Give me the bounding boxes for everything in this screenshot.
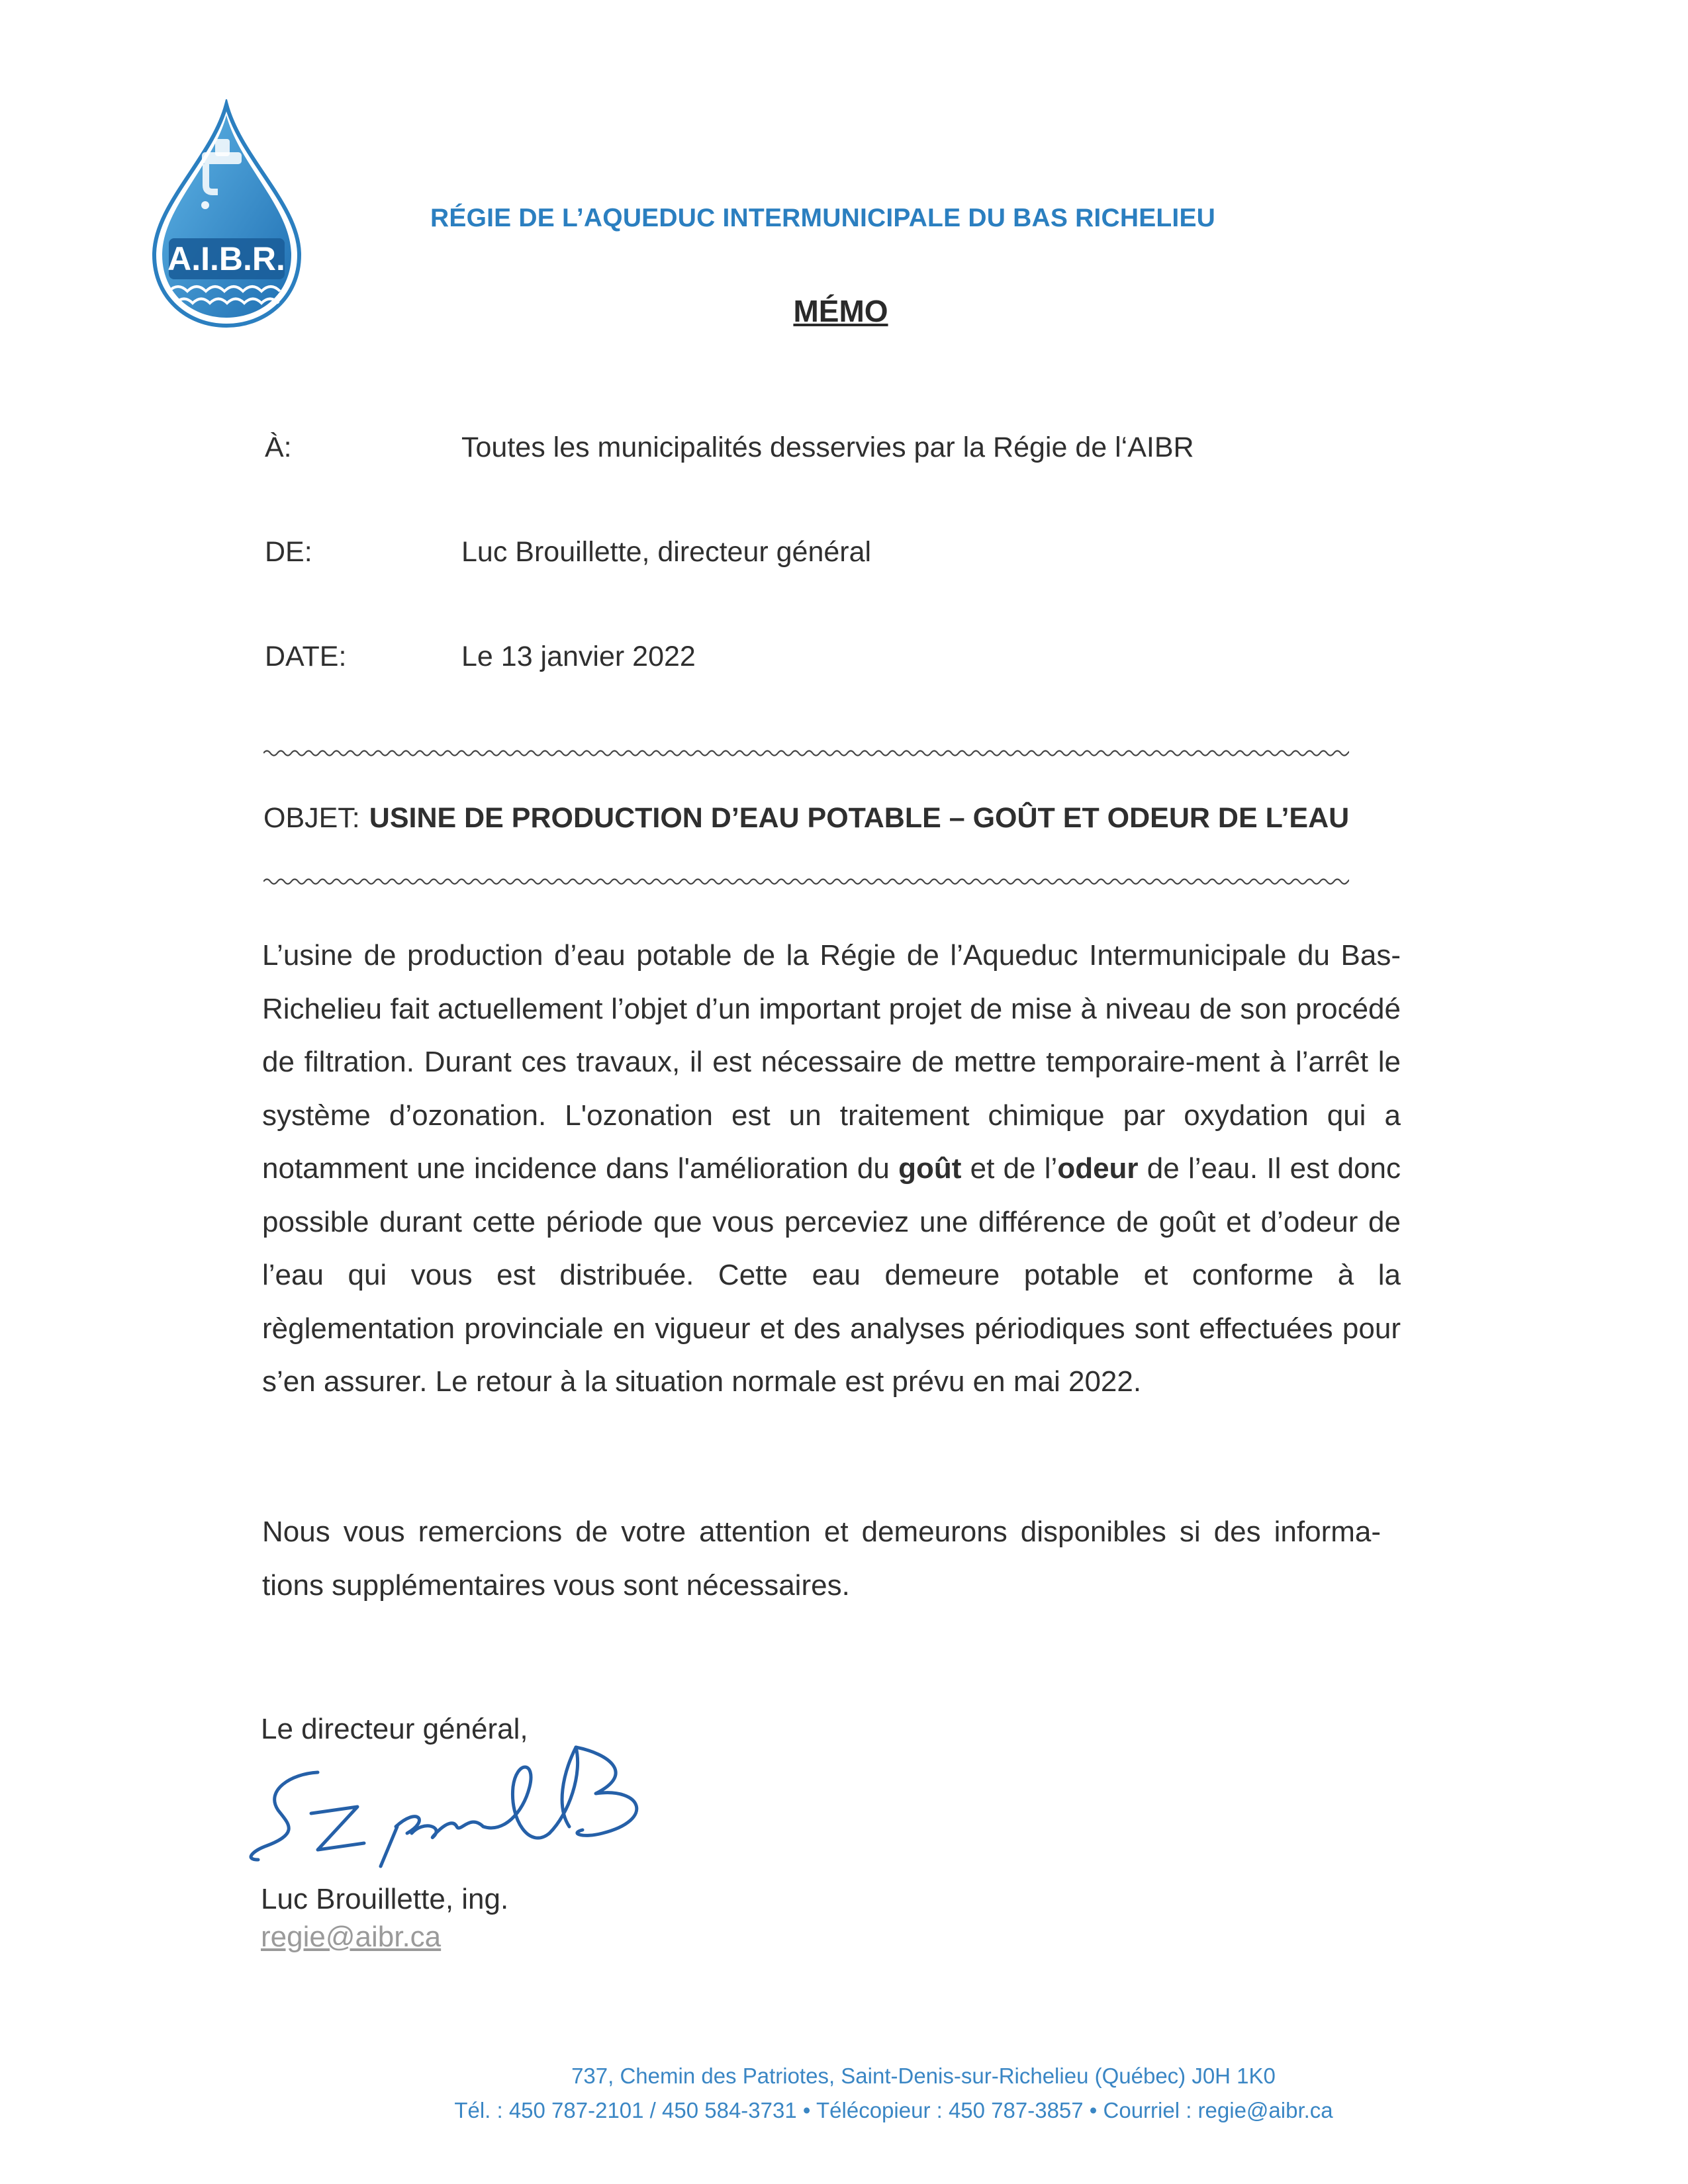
svg-text:A.I.B.R.: A.I.B.R. <box>167 240 285 277</box>
subject-label: OBJET: <box>263 802 360 834</box>
date-value: Le 13 janvier 2022 <box>461 641 696 672</box>
handwritten-signature <box>238 1734 702 1873</box>
memo-title-text: MÉMO <box>793 294 888 328</box>
footer-contact-text: Tél. : 450 787-2101 / 450 584-3731 • Télécopieur : 450 787-3857 • Courriel : regie@aibr.ca <box>454 2098 1333 2122</box>
body-text: et de l’ <box>961 1152 1058 1185</box>
organization-name: RÉGIE DE L’AQUEDUC INTERMUNICIPALE DU BAS RICHELIEU <box>430 204 1216 232</box>
body-text: L’usine de production d’eau potable de la Régie de l’Aqueduc Intermunicipale du Bas-Richelieu fait actuellement l’objet d’un important projet de mise à niveau de son procédé de filtration. Durant ces travaux, il est nécessaire de mettre temporaire-ment à l’arrêt le système d’ozonation. L'ozonation est un traitement chimique par oxydation qui a notamment une incidence dans l'amélioration du <box>262 939 1401 1185</box>
body-paragraph <box>262 929 1401 1409</box>
closing-paragraph: Nous vous remercions de votre attention et demeurons disponibles si des informa-tions supplémentaires vous sont nécessaires. <box>262 1516 1381 1602</box>
signer-email-link[interactable]: regie@aibr.ca <box>261 1921 442 1953</box>
subject-text: USINE DE PRODUCTION D’EAU POTABLE – GOÛT ET ODEUR DE L’EAU <box>369 802 1350 834</box>
to-label: À: <box>265 432 292 463</box>
from-label: DE: <box>265 536 312 568</box>
date-label: DATE: <box>265 641 347 672</box>
tilde-separator <box>263 747 1349 760</box>
footer-address-text: 737, Chemin des Patriotes, Saint-Denis-sur-Richelieu (Québec) J0H 1K0 <box>571 2064 1276 2088</box>
memo-title <box>0 293 1688 329</box>
body-bold-text: goût <box>898 1152 962 1185</box>
signer-name: Luc Brouillette, ing. <box>261 1883 509 1915</box>
body-text: de l’eau. Il est donc possible durant cette période que vous perceviez une différence de goût et d’odeur de l’eau qui vous est distribuée. Cette eau demeure potable et conforme à la règlementation provinciale en vigueur et des analyses périodiques sont effectuées pour s’en assurer. Le retour à la situation normale est prévu en mai 2022. <box>262 1152 1401 1398</box>
body-bold-text: odeur <box>1057 1152 1139 1185</box>
footer-address <box>0 2064 1688 2089</box>
subject-line <box>263 802 1349 835</box>
from-value: Luc Brouillette, directeur général <box>461 536 872 568</box>
salutation: Le directeur général, <box>261 1713 528 1745</box>
to-value: Toutes les municipalités desservies par la Régie de l‘AIBR <box>461 432 1194 463</box>
tilde-separator <box>263 875 1349 888</box>
footer-contact <box>0 2098 1688 2123</box>
